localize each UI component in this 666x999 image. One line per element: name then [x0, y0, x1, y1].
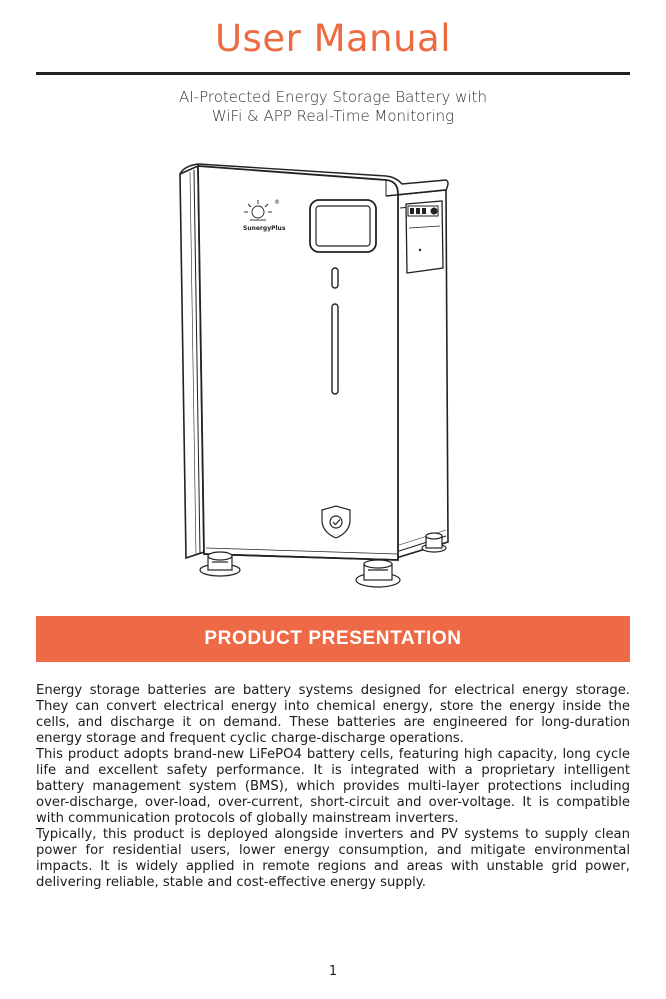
product-presentation-text	[36, 683, 630, 891]
paragraph-3: Typically, this product is deployed alongside inverters and PV systems to supply clean power for residential users, lower energy consumption, and mitigate environmental impacts. It is widely applied in remote regions and areas with unstable grid power, delivering reliable, stable and cost-effective energy supply.	[36, 827, 630, 890]
subtitle-line-2: WiFi & APP Real-Time Monitoring	[211, 107, 455, 125]
paragraph-1: Energy storage batteries are battery systems designed for electrical energy storage. They can convert electrical energy into chemical energy, store the energy inside the cells, and discharge it on demand. These batteries are engineered for long-duration energy storage and frequent cyclic charge-discharge operations.	[36, 683, 630, 746]
subtitle-line-1: AI-Protected Energy Storage Battery with	[179, 88, 487, 106]
section-banner	[36, 616, 630, 662]
svg-text:SunergyPlus: SunergyPlus	[243, 225, 286, 232]
indicator-light-short	[332, 268, 338, 288]
battery-foot-right	[422, 533, 446, 552]
battery-product-illustration	[150, 150, 510, 600]
svg-text:®: ®	[274, 199, 280, 206]
battery-foot-front	[356, 560, 400, 587]
paragraph-2: This product adopts brand-new LiFePO4 battery cells, featuring high capacity, long cycle life and excellent safety performance. It is integrated with a proprietary intelligent battery management system (BMS), which provides multi-layer protections including over-discharge, over-load, over-current, short-circuit and over-voltage. It is compatible with communication protocols of globally mainstream inverters.	[36, 747, 630, 826]
manual-subtitle	[0, 88, 666, 126]
section-heading: PRODUCT PRESENTATION	[204, 628, 462, 649]
title-divider	[36, 72, 630, 75]
page-number: 1	[328, 964, 338, 979]
manual-title: User Manual	[214, 17, 452, 60]
indicator-light-long	[332, 304, 338, 394]
